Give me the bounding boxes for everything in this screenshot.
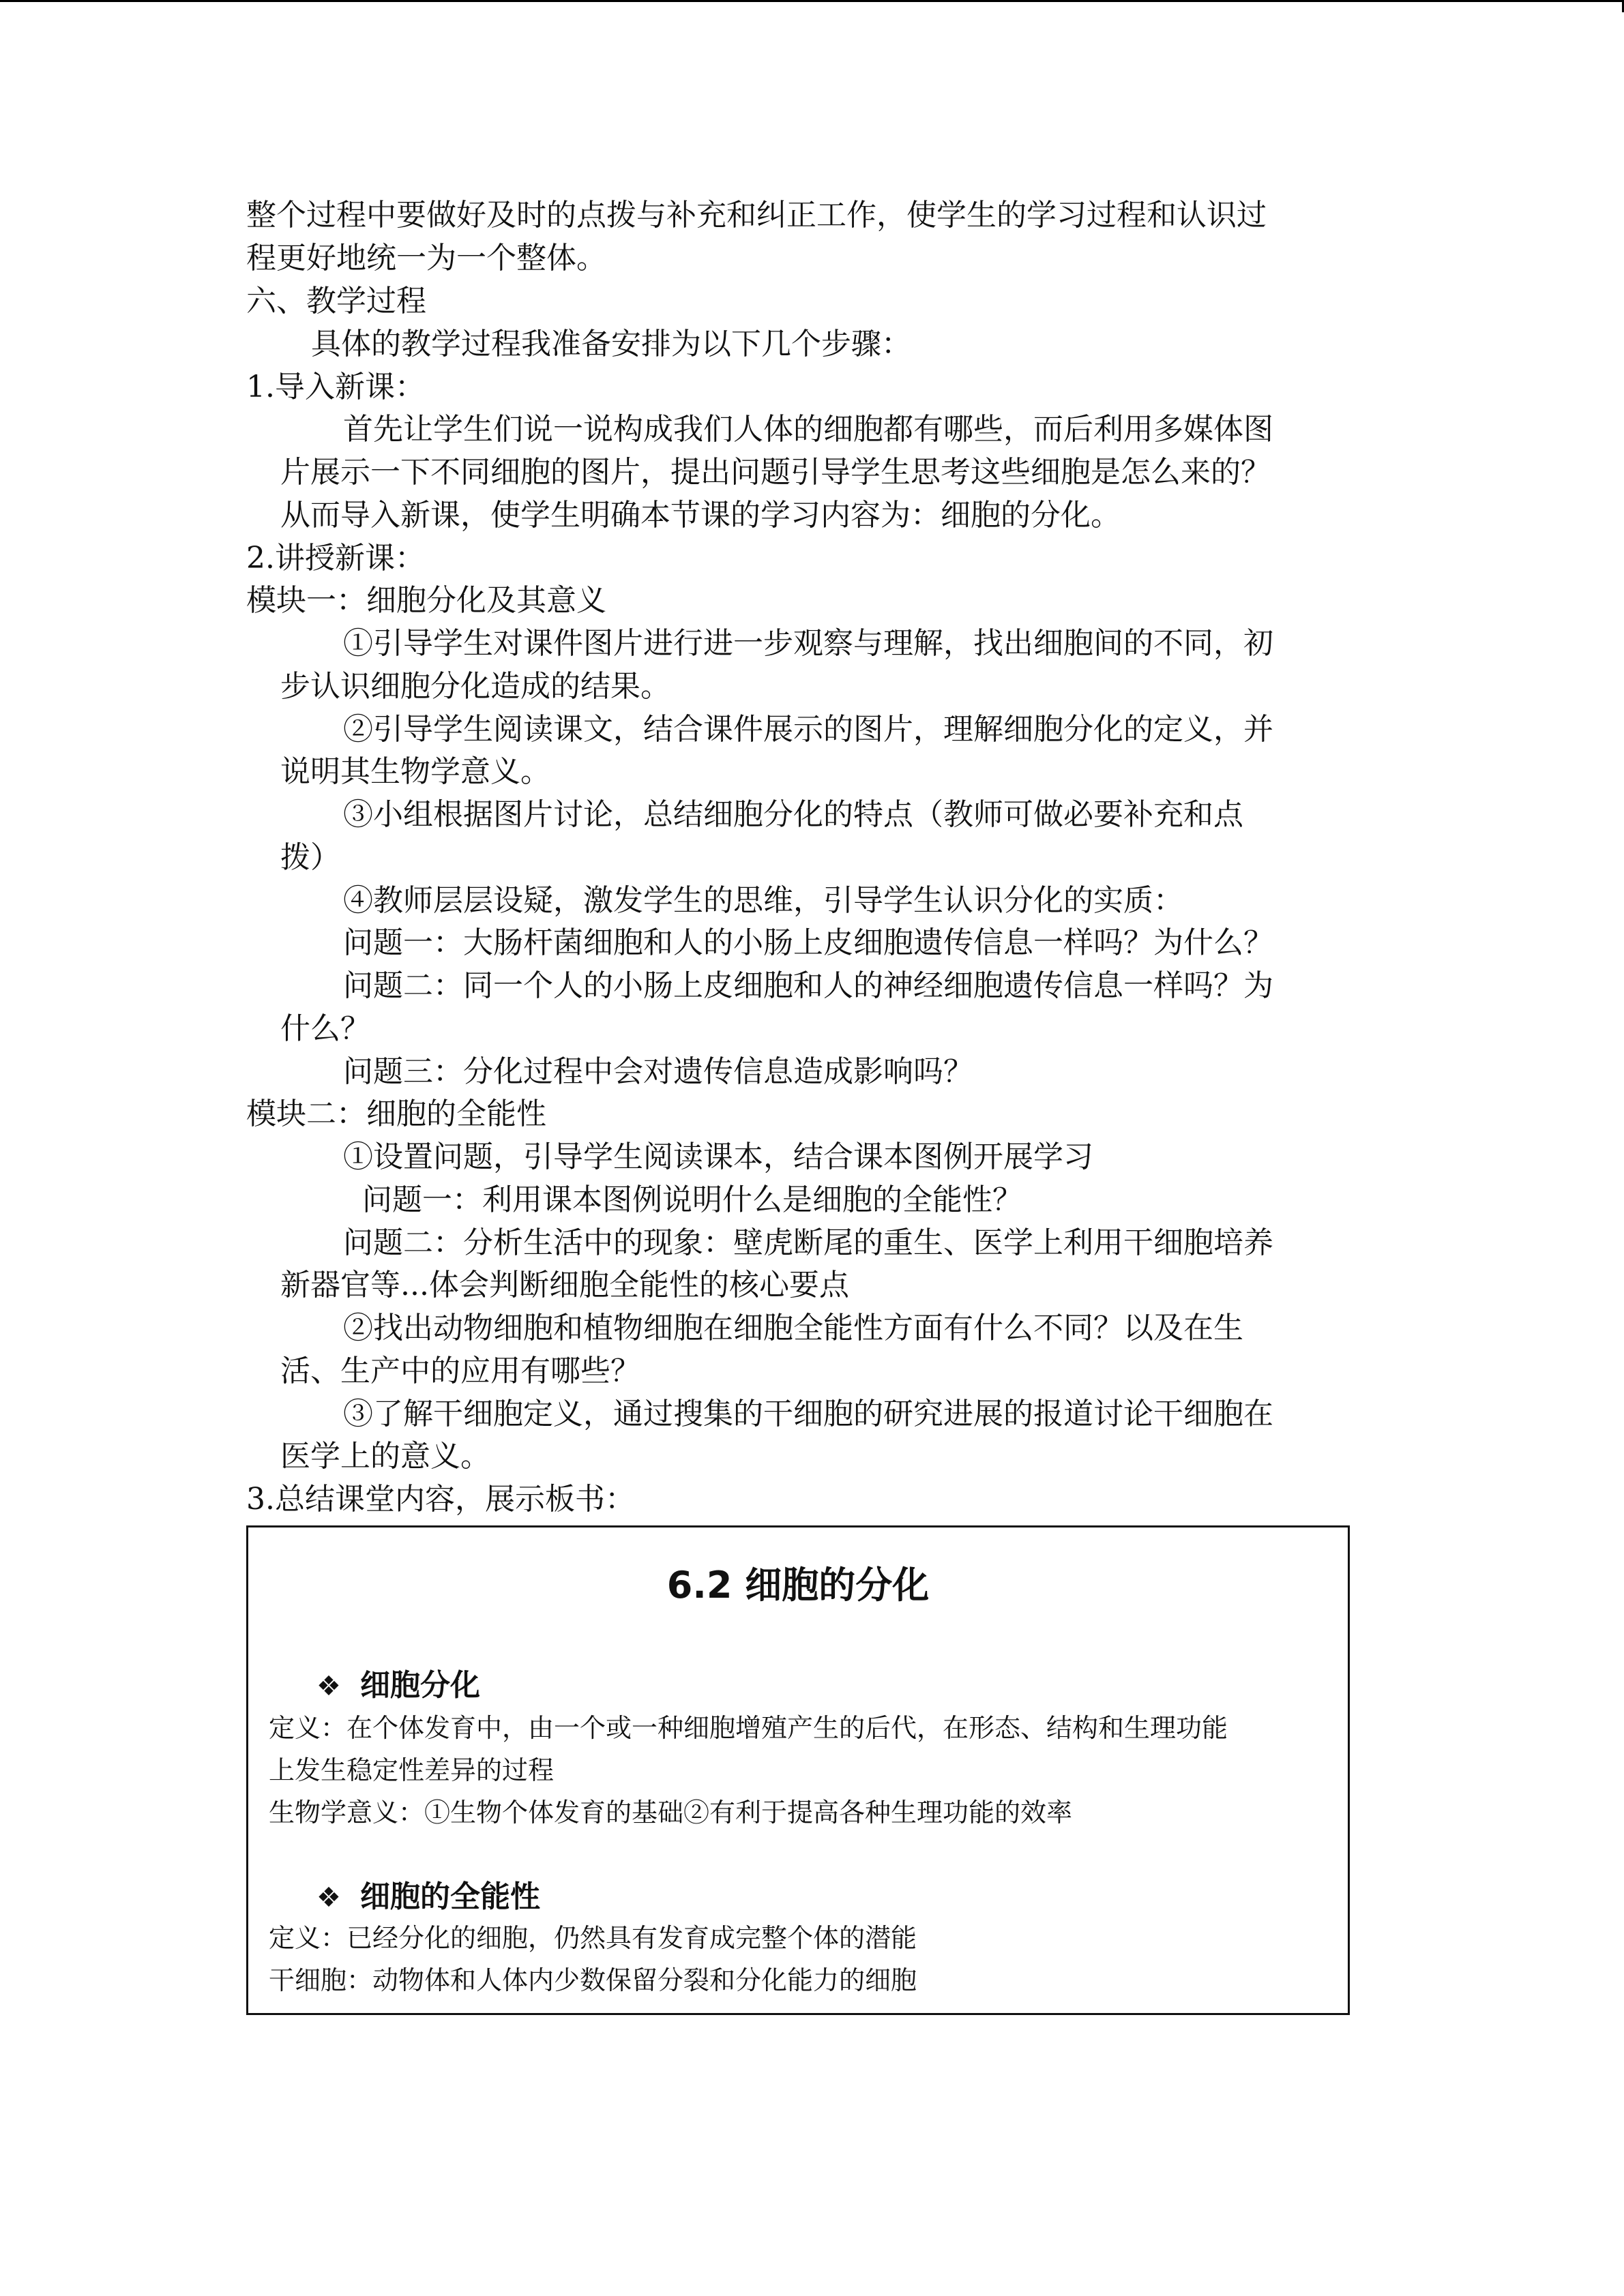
body-line: 问题二：同一个人的小肠上皮细胞和人的神经细胞遗传信息一样吗？为 (343, 968, 1273, 1003)
body-line: 问题二：分析生活中的现象：壁虎断尾的重生、医学上利用干细胞培养 (343, 1225, 1273, 1260)
body-line: 医学上的意义。 (280, 1439, 490, 1474)
step-heading: 1.导入新课： (246, 370, 425, 404)
section-heading: 六、教学过程 (246, 284, 426, 318)
board-section-heading (316, 1665, 480, 1707)
body-line: 什么？ (280, 1011, 370, 1046)
board-line: 生物学意义：①生物个体发育的基础②有利于提高各种生理功能的效率 (269, 1798, 1073, 1828)
body-line: 从而导入新课，使学生明确本节课的学习内容为：细胞的分化。 (280, 498, 1121, 533)
body-line: 说明其生物学意义。 (280, 754, 550, 789)
body-line: ③小组根据图片讨论，总结细胞分化的特点（教师可做必要补充和点 (343, 797, 1243, 832)
body-line: 问题一：利用课本图例说明什么是细胞的全能性？ (362, 1182, 1022, 1217)
body-line: 具体的教学过程我准备安排为以下几个步骤： (311, 327, 911, 361)
body-line: ④教师层层设疑，激发学生的思维，引导学生认识分化的实质： (343, 883, 1183, 918)
body-line: ②找出动物细胞和植物细胞在细胞全能性方面有什么不同？以及在生 (343, 1311, 1243, 1345)
body-line: 片展示一下不同细胞的图片，提出问题引导学生思考这些细胞是怎么来的？ (280, 455, 1271, 490)
body-line: 新器官等...体会判断细胞全能性的核心要点 (280, 1268, 849, 1302)
blackboard-summary-box (246, 1525, 1350, 2015)
module-heading: 模块一：细胞分化及其意义 (246, 583, 606, 618)
body-line: 问题一：大肠杆菌细胞和人的小肠上皮细胞遗传信息一样吗？为什么？ (343, 925, 1273, 960)
board-section-heading (316, 1877, 540, 1918)
body-line: ①设置问题，引导学生阅读课本，结合课本图例开展学习 (343, 1139, 1093, 1174)
module-heading: 模块二：细胞的全能性 (246, 1097, 546, 1131)
board-section-title: 细胞的全能性 (360, 1879, 540, 1914)
diamond-bullet-icon: ❖ (316, 1671, 341, 1702)
body-line: 程更好地统一为一个整体。 (246, 241, 606, 275)
board-title: 6.2 细胞的分化 (666, 1564, 930, 1607)
body-line: 活、生产中的应用有哪些？ (280, 1354, 640, 1388)
board-line: 上发生稳定性差异的过程 (269, 1755, 555, 1785)
body-line: 拨） (280, 840, 340, 875)
board-line: 定义：在个体发育中，由一个或一种细胞增殖产生的后代，在形态、结构和生理功能 (269, 1713, 1228, 1743)
board-line: 干细胞：动物体和人体内少数保留分裂和分化能力的细胞 (269, 1965, 917, 1995)
body-line: 问题三：分化过程中会对遗传信息造成影响吗？ (343, 1054, 973, 1089)
body-line: 步认识细胞分化造成的结果。 (280, 669, 670, 704)
page-top-border (0, 0, 1624, 2)
body-line: 整个过程中要做好及时的点拨与补充和纠正工作，使学生的学习过程和认识过 (246, 198, 1267, 233)
board-section-title: 细胞分化 (360, 1668, 480, 1703)
body-line: 首先让学生们说一说构成我们人体的细胞都有哪些，而后利用多媒体图 (343, 412, 1273, 447)
board-line: 定义：已经分化的细胞，仍然具有发育成完整个体的潜能 (269, 1923, 917, 1953)
step-heading: 2.讲授新课： (246, 541, 425, 576)
body-line: ③了解干细胞定义，通过搜集的干细胞的研究进展的报道讨论干细胞在 (343, 1397, 1273, 1431)
step-heading: 3.总结课堂内容，展示板书： (246, 1482, 635, 1517)
body-line: ②引导学生阅读课文，结合课件展示的图片，理解细胞分化的定义，并 (343, 712, 1273, 747)
body-line: ①引导学生对课件图片进行进一步观察与理解，找出细胞间的不同，初 (343, 626, 1273, 661)
diamond-bullet-icon: ❖ (316, 1882, 341, 1913)
